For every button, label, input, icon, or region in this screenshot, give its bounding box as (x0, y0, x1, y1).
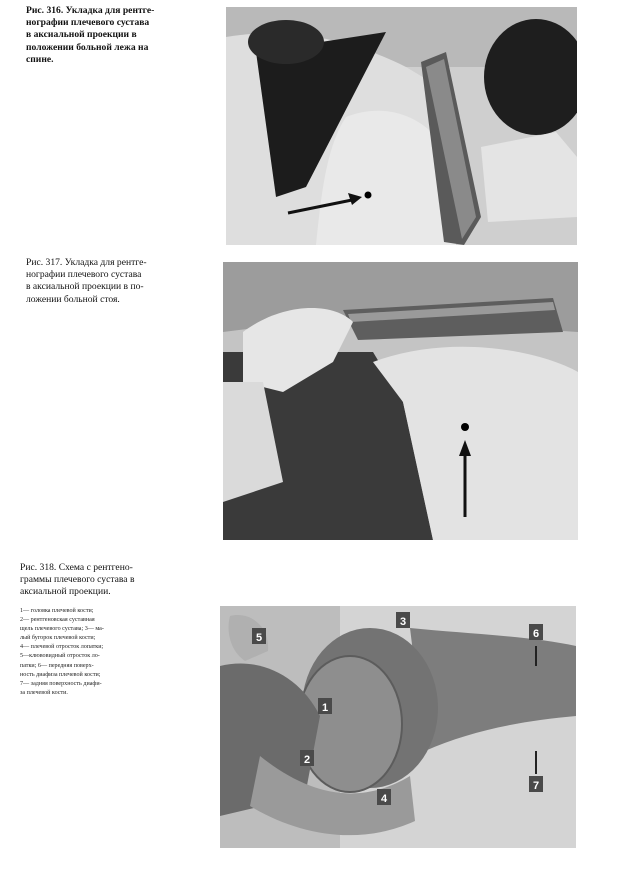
figure-318-legend: 1— головка плечевой кости; 2— рентгеновская суставная щель плечевого сустава; 3— ма- лый бугорок плечевой кости; 4— плечевой отросток лопатки; 5—клювовидный отросток ло- патки; 6— передняя поверх- ность диафиза плечевой кости; 7— задняя поверхность диафи- за плечевой кости. (20, 608, 104, 696)
svg-text:6: 6 (532, 628, 540, 640)
radiograph-marker-3 (396, 612, 410, 628)
figure-318-radiograph (220, 606, 576, 848)
svg-text:3: 3 (399, 616, 407, 628)
figure-316-caption: Рис. 316. Укладка для рентге- нографии плечевого сустава в аксиальной проекции в положении больной лежа на спине. (26, 5, 155, 65)
radiograph-marker-6 (529, 624, 543, 640)
svg-text:5: 5 (255, 632, 263, 644)
radiograph-marker-1 (318, 698, 332, 714)
svg-text:7: 7 (532, 780, 540, 792)
svg-text:4: 4 (380, 793, 388, 805)
figure-317-photo (223, 262, 578, 540)
radiograph-marker-4 (377, 789, 391, 805)
radiograph-marker-5 (252, 628, 266, 644)
radiograph-marker-2 (300, 750, 314, 766)
figure-317-caption: Рис. 317. Укладка для рентге- нографии плечевого сустава в аксиальной проекции в по- ложении больной стоя. (26, 257, 147, 305)
figure-316-photo (226, 7, 577, 245)
svg-text:1: 1 (321, 702, 329, 714)
figure-318-caption: Рис. 318. Схема с рентгено- граммы плечевого сустава в аксиальной проекции. (20, 562, 135, 598)
svg-text:2: 2 (303, 754, 311, 766)
radiograph-marker-7 (529, 776, 543, 792)
